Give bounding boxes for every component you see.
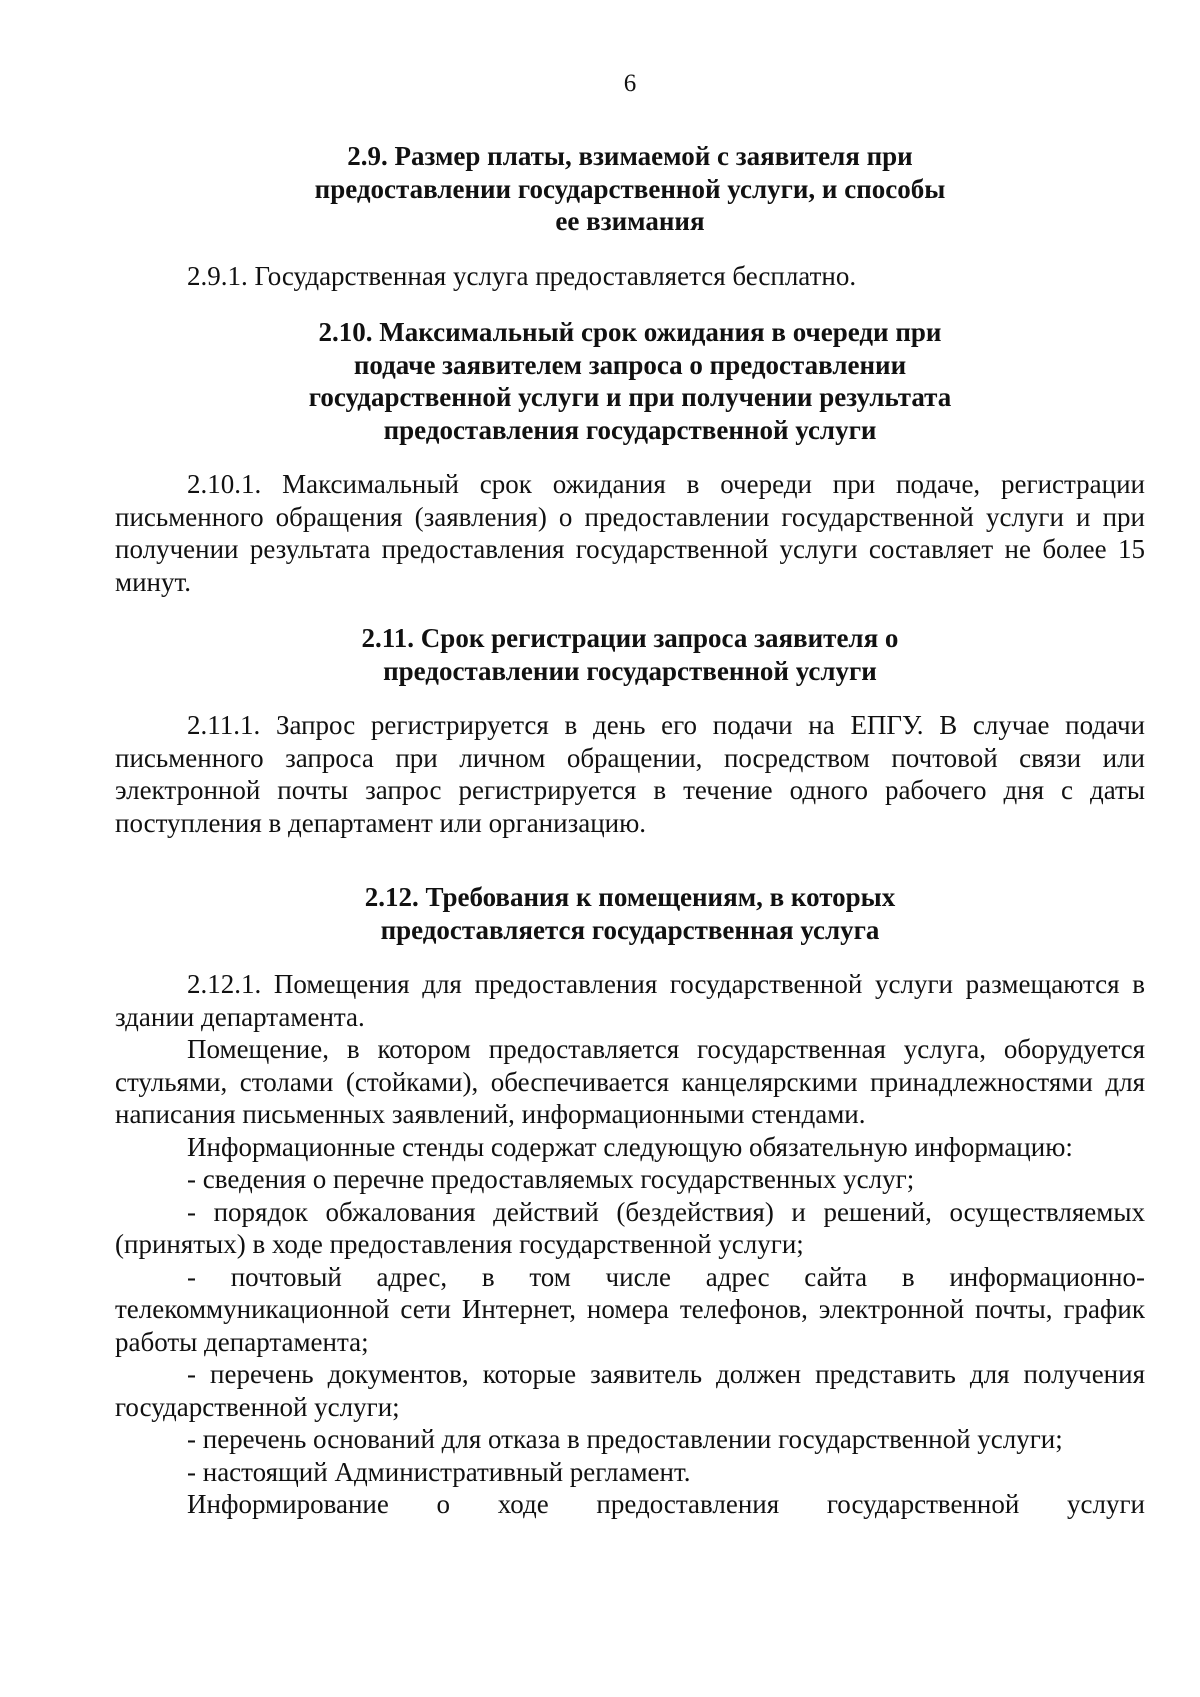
heading-line: предоставлении государственной услуги (383, 655, 877, 686)
page-number: 6 (623, 70, 637, 97)
paragraph-2-12-1: 2.12.1. Помещения для предоставления государственной услуги размещаются в здании департамента. (115, 969, 1145, 1032)
heading-line: предоставления государственной услуги (383, 414, 877, 445)
heading-line: ее взимания (555, 206, 705, 236)
heading-line: 2.11. Срок регистрации запроса заявителя о (361, 623, 899, 653)
paragraph-premises: Помещение, в котором предоставляется государственная услуга, оборудуется стульями, столами (стойками), обеспечивается канцелярскими принадлежностями для написания письменных заявлений, информационными стендами. (115, 1034, 1145, 1129)
paragraph-informing: Информирование о ходе предоставления государственной услуги (187, 1489, 1145, 1519)
heading-line: подаче заявителем запроса о предоставлении (353, 349, 907, 380)
heading-line: 2.12. Требования к помещениям, в которых (364, 882, 896, 912)
list-item: - сведения о перечне предоставляемых государственных услуг; (187, 1164, 915, 1194)
heading-line: 2.10. Максимальный срок ожидания в очереди при (318, 317, 942, 347)
paragraph-2-10-1: 2.10.1. Максимальный срок ожидания в очереди при подаче, регистрации письменного обращения (заявления) о предоставлении государственной услуги и при получении результата предоставления государственной услуги составляет не более 15 минут. (115, 469, 1145, 597)
paragraph-info-stands: Информационные стенды содержат следующую обязательную информацию: (187, 1131, 1073, 1162)
section-heading-2-11 (115, 622, 1145, 687)
list-item: - перечень документов, которые заявитель должен представить для получения государственной услуги; (115, 1359, 1145, 1422)
heading-line: 2.9. Размер платы, взимаемой с заявителя при (347, 141, 913, 171)
list-item: - настоящий Административный регламент. (187, 1456, 691, 1487)
list-item: - почтовый адрес, в том числе адрес сайта в информационно-телекоммуникационной сети Интернет, номера телефонов, электронной почты, график работы департамента; (115, 1261, 1145, 1357)
heading-line: предоставлении государственной услуги, и способы (314, 173, 946, 204)
section-heading-2-12 (115, 881, 1145, 946)
paragraph-2-11-1: 2.11.1. Запрос регистрируется в день его подачи на ЕПГУ. В случае подачи письменного запроса при личном обращении, посредством почтовой связи или электронной почты запрос регистрируется в течение одного рабочего дня с даты поступления в департамент или организацию. (115, 710, 1145, 838)
section-heading-2-10 (115, 316, 1145, 446)
document-body (115, 140, 1145, 1521)
paragraph-2-9-1: 2.9.1. Государственная услуга предоставляется бесплатно. (187, 260, 857, 291)
list-item: - порядок обжалования действий (бездействия) и решений, осуществляемых (принятых) в ходе предоставления государственной услуги; (115, 1196, 1145, 1259)
list-item: - перечень оснований для отказа в предоставлении государственной услуги; (187, 1424, 1063, 1454)
heading-line: предоставляется государственная услуга (380, 914, 880, 945)
section-heading-2-9 (115, 140, 1145, 238)
heading-line: государственной услуги и при получении результата (308, 382, 952, 412)
